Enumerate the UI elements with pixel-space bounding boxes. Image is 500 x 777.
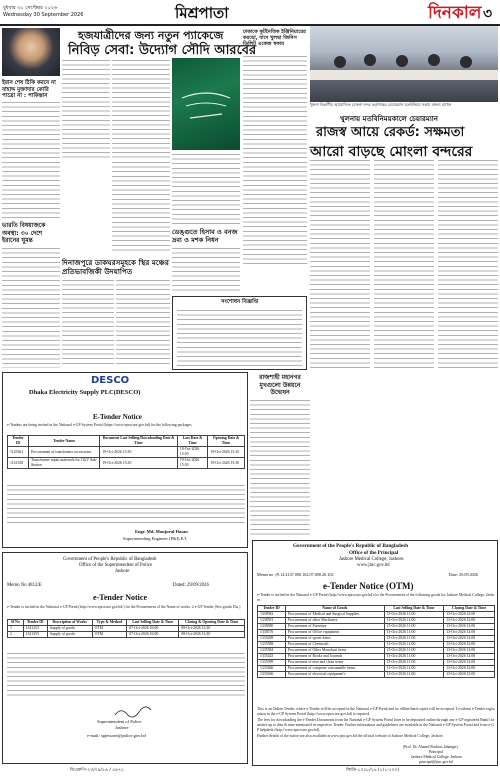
mid-story-headline: ডেঙ্গুতে হিসাব ও বনজ দ্রব্য ও মশক নিধন	[172, 228, 238, 244]
sp-th: Closing & Opening Date & Time	[179, 620, 245, 626]
cell: 1125361	[8, 447, 29, 458]
table-row	[8, 458, 245, 469]
cell: 08-Oct-2026 12:30	[179, 626, 245, 632]
college-th: Tender ID	[258, 606, 286, 612]
sp-signature	[113, 703, 153, 715]
masthead	[0, 0, 500, 26]
cell: 13-Oct-2026 11:00	[384, 672, 444, 678]
desco-intro: e-Tenders are being invited in the National e-GP System Portal (https://www.eprocure.gov.bd) for the following packages	[7, 423, 192, 427]
column-story-body	[243, 56, 307, 266]
sp-intro: e-Tender is invited in the National e-GP Portal (http://www.eprocure.gov.bd/) for the Procurement of the Name of works: 2 e-GP Tender (Ser./goods Dis.)	[7, 605, 241, 609]
flag-photo	[172, 58, 240, 150]
cell: 1335425	[258, 654, 286, 660]
college-table	[257, 605, 495, 678]
khulna-kicker: খুলনায় মতবিনিময়কালে চেয়ারম্যান	[340, 115, 438, 123]
desco-th: Last Date & Time	[177, 436, 207, 447]
khulna-headline-2: আরো বাড়ছে মোংলা বন্দরের	[310, 144, 473, 160]
desco-terms	[7, 485, 245, 525]
cell: Procurement of Furniture	[286, 624, 385, 630]
sp-th: Type & Method	[92, 620, 127, 626]
college-gov: Government of the People's Republic of Bangladesh	[293, 543, 408, 549]
cell: 1335466	[258, 666, 286, 672]
lead-headline-2: নিবিড় সেবা: উদ্যোগ সৌদি আরবের	[68, 43, 257, 58]
desco-th: Tender Name	[28, 436, 99, 447]
cell: 07-Oct-2026 16:00	[127, 626, 179, 632]
cell: 1	[8, 626, 24, 632]
lead-body-col1	[62, 60, 110, 160]
cell: 1141358	[8, 458, 29, 469]
cell: 13-Oct-2026 12:00	[444, 642, 495, 648]
cell: Procurement of neat and clean items	[286, 660, 385, 666]
correction-notice-body	[177, 310, 302, 370]
cell: 1341355	[23, 632, 47, 638]
cell: Procurement of Office equipment	[286, 630, 385, 636]
signature-icon	[113, 706, 153, 718]
cell: 13-Oct-2026 11:00	[384, 618, 444, 624]
college-title: e-Tender Notice (OTM)	[323, 581, 414, 591]
sp-dated: Dated: 29/09/2026	[173, 583, 209, 588]
sp-signer-title: Superintendent of Police	[97, 719, 142, 724]
masthead-date-bn: বুধবার ৩০ সেপ্টেম্বর ২০২৬	[3, 5, 58, 11]
college-th: Closing Date & Time	[444, 606, 495, 612]
masthead-date-en: Wednesday 30 September 2026	[3, 12, 84, 18]
cell: 13-Oct-2026 12:00	[444, 666, 495, 672]
column-story-headline: ঢাকাকে কূটনৈতিক ইঞ্জিনিয়ারের করছো, বাদে খুলছা জিনিস ডিলিট একেজ স্বকার	[243, 29, 306, 47]
sp-notice	[2, 552, 248, 764]
desco-signer: Engr. Md. Monjurul Hasan	[135, 529, 188, 534]
khulna-body-3	[438, 160, 498, 368]
college-signer-place: Jashore Medical College, Jashore.	[411, 755, 463, 759]
rajshahi-body	[250, 400, 310, 536]
cell: Procurement of other Machinery	[286, 618, 385, 624]
footer-code-right: জিডি-১০২৮/২৬ (১/১-১০০)	[346, 768, 400, 773]
sp-th: Tender ID	[23, 620, 47, 626]
dinajpur-headline: দিনাজপুরে ডাকঘরসমূহকে স্থির মঞ্চের প্রতিভাবজিকী উদযাপিত	[62, 258, 169, 276]
khulna-photo	[310, 26, 498, 102]
people-photo-icon	[310, 26, 498, 102]
desco-th: Document Last Selling/Downloading Date & Time	[100, 436, 177, 447]
footer-code-left: ডিএফপি-২৩/০৯/২৬ / ৫৯৭২	[70, 768, 124, 773]
sp-place: Jashore	[115, 569, 130, 574]
rajshahi-headline: রাজশাহী মহানগর মুখগুলো উন্নয়নে উদ্বোধন	[259, 374, 301, 396]
cell: Procurement of Other Monohari items	[286, 648, 385, 654]
cell: 19-Oct-2026 15:30	[208, 458, 245, 469]
cell: 19-Oct-2026 15:30	[177, 458, 207, 469]
cell: 1335269	[258, 636, 286, 642]
portrait-photo	[2, 28, 60, 76]
table-row	[8, 632, 245, 638]
cell: 1338582	[258, 612, 286, 618]
sp-contact: e-mail: spjessore@police.gov.bd	[87, 733, 146, 738]
flag-emblem-icon	[172, 58, 240, 150]
khulna-headline-1: রাজস্ব আয়ে রেকর্ড: সক্ষমতা	[316, 125, 465, 140]
cell: 13-Oct-2026 11:00	[384, 612, 444, 618]
cell: 08-Oct-2026 12:30	[179, 632, 245, 638]
left-lower-headline: ভারতি বিষয়াজকে অবস্থা: ৩০ দেশে ইরানের ঘুমন্ত	[2, 222, 46, 244]
sp-th: Sl No	[8, 620, 24, 626]
correction-notice-title: সংশোধন বিজ্ঞপ্তি	[220, 299, 259, 305]
mid-story-body-top	[172, 154, 240, 224]
cell: 1335266	[258, 672, 286, 678]
cell: 13-Oct-2026 12:00	[444, 648, 495, 654]
cell: 13-Oct-2026 11:00	[384, 624, 444, 630]
cell: 07-Oct-2026 16:00	[127, 632, 179, 638]
cell: OTM	[92, 626, 127, 632]
cell: 13-Oct-2026 12:00	[444, 672, 495, 678]
college-th: Name of Goods	[286, 606, 385, 612]
cell: 2	[8, 632, 24, 638]
left-story-body	[2, 102, 60, 220]
desco-logo: DESCO	[91, 375, 130, 386]
college-intro: e-Tender is invited in the National e-GP Portal (http://www.eprocure.gov.bd) for the Procurement of the following goods for Jashore Medical College, Jashore.	[257, 593, 495, 602]
cell: 13-Oct-2026 11:00	[384, 666, 444, 672]
cell: 13-Oct-2026 12:00	[444, 624, 495, 630]
college-signer-title: Principal	[429, 750, 443, 754]
cell: 19-Oct-2026 15:30	[177, 447, 207, 458]
lead-headline-1: হজযাত্রীদের জন্য নতুন প্যাকেজে	[78, 29, 224, 42]
section-title: মিশ্রপাতা	[175, 4, 229, 22]
cell: 13-Oct-2026 11:00	[384, 648, 444, 654]
cell: 13-Oct-2026 11:00	[384, 642, 444, 648]
cell: Procurement of Chemicals	[286, 642, 385, 648]
lead-body-col2	[112, 60, 170, 160]
dinajpur-body-1	[62, 280, 114, 366]
desco-th: Tender ID	[8, 436, 29, 447]
college-note-2: The fees for downloading the e-Tender Documents from the National e-GP System Portal have to be deposited online through any e-GP registered Bank's branches up to date & time mentioned in respective Tender. Further information and guidelines are available in the National e-GP System Portal and from e-GP helpdesk (http://www.eprocure.gov.bd).	[257, 718, 495, 732]
cell: 13-Oct-2026 12:00	[444, 618, 495, 624]
cell: 19-Oct-2026 15:30	[208, 447, 245, 458]
college-note-3: Further details of the notice are also available at www.jmc.gov.bd the official website of Jashore Medical College, Jashore.	[257, 734, 444, 738]
cell: Procurement of electrical equipment's	[286, 672, 385, 678]
desco-table	[7, 435, 245, 469]
table-row	[8, 447, 245, 458]
left-lower-body	[2, 248, 60, 368]
cell: 1335599	[258, 660, 286, 666]
desco-ad	[2, 372, 248, 548]
cell: 1338581	[258, 618, 286, 624]
cell: 13-Oct-2026 12:00	[444, 660, 495, 666]
cell: 1341253	[23, 626, 47, 632]
cell: 1338576	[258, 630, 286, 636]
khulna-body-1	[310, 160, 370, 368]
table-row	[258, 672, 495, 678]
desco-name: Dhaka Electricity Supply PLC(DESCO)	[29, 389, 141, 396]
college-web: www.jmc.gov.bd	[357, 563, 390, 568]
cell: 13-Oct-2026 12:00	[444, 636, 495, 642]
college-place: Jashore Medical College, Jashore.	[339, 557, 405, 562]
cell: Procurement of transformer accessories.	[28, 447, 99, 458]
sp-memo: Memo No 4812/E	[7, 583, 42, 588]
sp-table	[7, 619, 245, 638]
cell: 19-Oct-2026 15:30	[100, 458, 177, 469]
paper-logo: দিনকাল	[428, 3, 482, 23]
cell: 13-Oct-2026 11:00	[384, 636, 444, 642]
desco-signer-title: Superintending Engineer (P&I) E/1	[123, 536, 187, 541]
cell: 1338580	[258, 624, 286, 630]
left-story-headline: ইরান শেষ ঠিকি করবে না বাহাদ্দ মুক্তাদার কোরি পাত্রো না : পাকিস্তান	[2, 80, 56, 99]
cell: Supply of goods	[47, 632, 92, 638]
desco-header-row	[8, 436, 245, 447]
cell: Procurement of sports items	[286, 636, 385, 642]
khulna-photo-caption: খুলনা বিভাগীয় আয়োজিত মোংলা বন্দর কর্তৃপক্ষের চেয়ারম্যান মতবিনিময় সভায় বক্তব্য রাখেন	[310, 102, 452, 107]
cell: 13-Oct-2026 12:00	[444, 630, 495, 636]
college-memo: Memo no -(9.14.4147.000.162.07.000.26.102	[257, 572, 334, 577]
sp-th: Description of Works	[47, 620, 92, 626]
cell: 13-Oct-2026 11:00	[384, 660, 444, 666]
cell: 13-Oct-2026 12:00	[444, 612, 495, 618]
college-th: Last Selling Date & Time	[384, 606, 444, 612]
cell: 19-Oct-2026 15:30	[100, 447, 177, 458]
college-signer-mail: principal@jmc.gov.bd	[419, 760, 453, 764]
lead-body-col3	[112, 162, 170, 254]
cell: Supply of goods	[47, 626, 92, 632]
mid-story-body	[172, 248, 240, 292]
sp-th: Last Selling Date & Time	[127, 620, 179, 626]
cell: 1335584	[258, 648, 286, 654]
sp-terms	[7, 653, 245, 699]
khulna-body-2	[374, 160, 434, 368]
cell: Transformer repair materials for 11kV Sub-Station	[28, 458, 99, 469]
college-date: Date: 29.09.2026	[449, 572, 478, 577]
sp-gov: Government of People's Republic of Bangladesh	[63, 557, 157, 562]
college-notice	[252, 540, 498, 766]
cell: Procurement of Books and Journals	[286, 654, 385, 660]
cell: OTM	[92, 632, 127, 638]
college-note-1: This is an Online Tender, where e-Tender will be accepted in the National e-GP Portal and no offline/hard copies will be accepted. To submit e-Tender registration in the e-GP System Portal (http://www.eprocure.gov.bd) is required.	[257, 707, 495, 716]
college-office: Office of the Principal	[349, 550, 399, 556]
cell: 1335588	[258, 642, 286, 648]
cell: Procurement of Medical and Surgical Supplies	[286, 612, 385, 618]
cell: 13-Oct-2026 11:00	[384, 654, 444, 660]
cell: Procurement of computer consumable items	[286, 666, 385, 672]
desco-title: E-Tender Notice	[93, 413, 142, 421]
correction-notice	[172, 296, 307, 370]
college-signer: (Prof. Dr. Ahmed Ferdous Jahangir)	[403, 745, 458, 749]
dinajpur-body-2	[116, 280, 170, 366]
sp-office: Office of the Superintendent of Police	[79, 563, 153, 568]
cell: 13-Oct-2026 12:00	[444, 654, 495, 660]
cell: 13-Oct-2026 11:00	[384, 630, 444, 636]
sp-signer-place: Jashore	[115, 725, 129, 730]
desco-th: Opening Date & Time	[208, 436, 245, 447]
sp-title: e-Tender Notice	[93, 593, 147, 602]
page-number: ৩	[483, 6, 493, 22]
